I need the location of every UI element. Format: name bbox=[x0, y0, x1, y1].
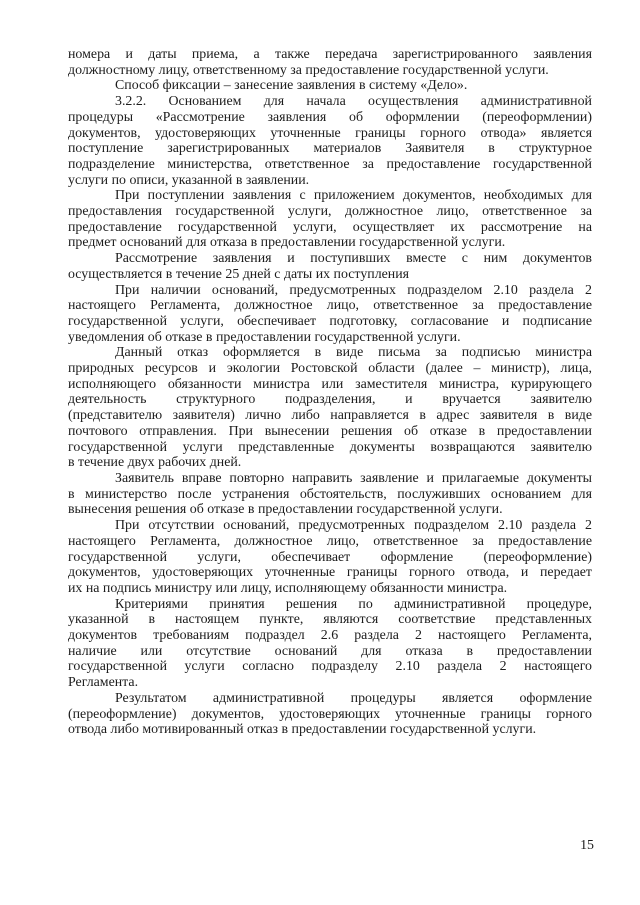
text-line: вынесения решения об отказе в предоставлении государственной услуги. bbox=[68, 502, 503, 518]
text-line: в министерство после устранения обстоятельств, послуживших основанием для bbox=[68, 486, 592, 502]
text-line: исполняющего обязанности министра или заместителя министра, курирующего bbox=[68, 376, 592, 392]
text-line: настоящего Регламента, должностное лицо, ответственное за предоставление bbox=[68, 298, 592, 314]
text-line: Заявитель вправе повторно направить заявление и прилагаемые документы bbox=[115, 470, 592, 486]
text-line: документов требованиям подраздел 2.6 раздела 2 настоящего Регламента, bbox=[68, 628, 592, 644]
text-line: предмет оснований для отказа в предоставлении государственной услуги. bbox=[68, 235, 506, 251]
text-line: государственной услуги представленные документы возвращаются заявителю bbox=[68, 439, 592, 455]
text-line: деятельность структурного подразделения, и вручается заявителю bbox=[68, 392, 592, 408]
text-line: При отсутствии оснований, предусмотренных подразделом 2.10 раздела 2 bbox=[115, 518, 592, 534]
text-line: 3.2.2. Основанием для начала осуществления административной bbox=[115, 94, 592, 110]
text-line: предоставления государственной услуги, должностное лицо, ответственное за bbox=[68, 204, 592, 220]
text-line: их на подпись министру или лицу, исполняющему обязанности министра. bbox=[68, 580, 508, 596]
paragraph bbox=[68, 345, 592, 471]
paragraph bbox=[68, 188, 592, 251]
text-line: государственной услуги, обеспечивает подготовку, согласование и подписание bbox=[68, 313, 592, 329]
paragraph bbox=[68, 597, 592, 691]
text-line: поступление зарегистрированных материалов Заявителя в структурное bbox=[68, 141, 592, 157]
paragraph bbox=[68, 518, 592, 597]
text-line: Критериями принятия решения по административной процедуре, bbox=[115, 596, 592, 612]
text-line: процедуры «Рассмотрение заявления об оформлении (переоформлении) bbox=[68, 109, 592, 125]
paragraph bbox=[68, 471, 592, 518]
text-line: настоящего Регламента, должностное лицо, ответственное за предоставление bbox=[68, 533, 592, 549]
page-number: 15 bbox=[580, 838, 594, 853]
text-line: Регламента. bbox=[68, 675, 139, 691]
paragraph bbox=[68, 47, 592, 78]
text-line: наличие или отсутствие оснований для отказа в предоставлении bbox=[68, 643, 592, 659]
text-line: (переоформление) документов, удостоверяющих уточненные границы горного bbox=[68, 706, 592, 722]
text-line: Способ фиксации – занесение заявления в систему «Дело». bbox=[115, 78, 468, 94]
text-line: Данный отказ оформляется в виде письма за подписью министра bbox=[115, 345, 592, 361]
paragraph bbox=[68, 283, 592, 346]
text-line: в течение двух рабочих дней. bbox=[68, 455, 242, 471]
text-line: государственной услуги согласно подразделу 2.10 раздела 2 настоящего bbox=[68, 659, 592, 675]
text-line: предоставление государственной услуги, осуществляет их рассмотрение на bbox=[68, 219, 592, 235]
text-line: должностному лицу, ответственному за предоставление государственной услуги. bbox=[68, 62, 549, 78]
text-line: подразделение министерства, ответственное за предоставление государственной bbox=[68, 156, 592, 172]
paragraph bbox=[68, 94, 592, 188]
paragraph bbox=[68, 78, 592, 94]
text-line: отвода либо мотивированный отказ в предоставлении государственной услуги. bbox=[68, 722, 537, 738]
text-line: (представителю заявителя) лично либо направляется в адрес заявителя в виде bbox=[68, 408, 592, 424]
paragraph bbox=[68, 251, 592, 282]
text-line: документов, удостоверяющих уточненные границы горного отвода, и передает bbox=[68, 565, 592, 581]
paragraph bbox=[68, 691, 592, 738]
text-line: уведомления об отказе в предоставлении государственной услуги. bbox=[68, 329, 461, 345]
text-line: номера и даты приема, а также передача зарегистрированного заявления bbox=[68, 47, 592, 62]
text-line: Рассмотрение заявления и поступивших вместе с ним документов bbox=[115, 251, 592, 267]
text-line: Результатом административной процедуры является оформление bbox=[115, 690, 592, 706]
text-line: указанной в настоящем пункте, являются соответствие представленных bbox=[68, 612, 592, 628]
text-line: государственной услуги, обеспечивает оформление (переоформление) bbox=[68, 549, 592, 565]
text-line: природных ресурсов и экологии Ростовской области (далее – министр), лица, bbox=[68, 361, 592, 377]
body-text bbox=[68, 47, 592, 738]
text-line: При наличии оснований, предусмотренных подразделом 2.10 раздела 2 bbox=[115, 282, 592, 298]
text-line: почтового отправления. При вынесении решения об отказе в предоставлении bbox=[68, 423, 592, 439]
text-line: При поступлении заявления с приложением документов, необходимых для bbox=[115, 188, 592, 204]
text-line: услуги по описи, указанной в заявлении. bbox=[68, 172, 310, 188]
text-line: осуществляется в течение 25 дней с даты их поступления bbox=[68, 266, 410, 282]
text-line: документов, удостоверяющих уточненные границы горного отвода» является bbox=[68, 125, 592, 141]
